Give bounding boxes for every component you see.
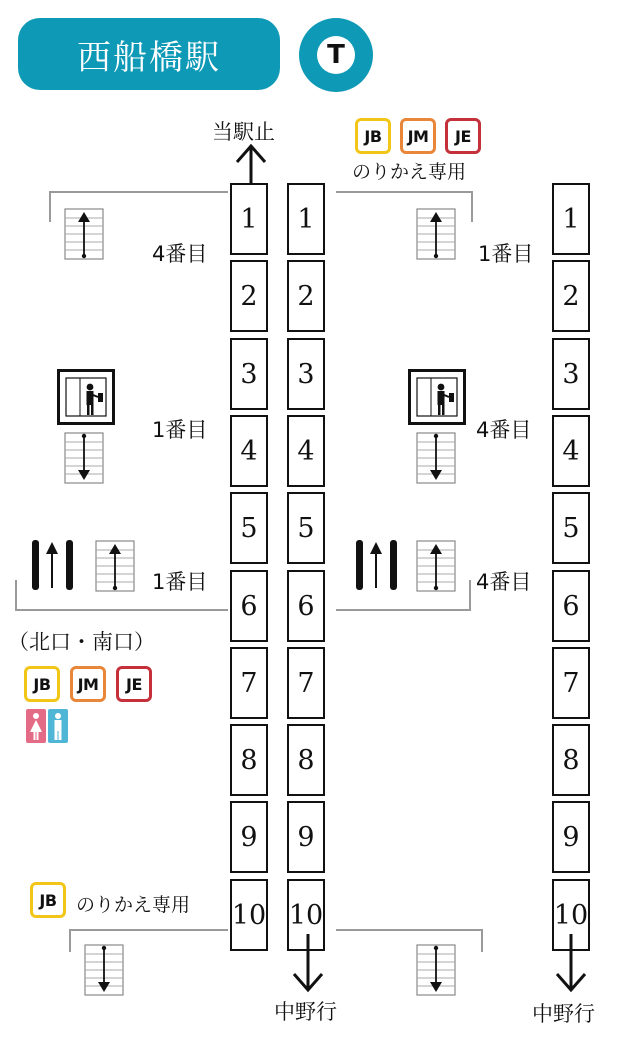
train-car: 3 — [230, 338, 268, 410]
escalator-icon — [30, 538, 76, 592]
car-position-label: 4番目 — [476, 570, 532, 594]
line-badge-jm: JM — [400, 118, 436, 154]
line-badge-jm: JM — [70, 666, 106, 702]
train-car: 2 — [552, 260, 590, 332]
car-position-label: 1番目 — [152, 570, 208, 594]
car-position-label: 4番目 — [152, 242, 208, 266]
train-car: 4 — [230, 415, 268, 487]
car-position-label: 1番目 — [152, 418, 208, 442]
train-car: 2 — [230, 260, 268, 332]
train-car: 5 — [287, 492, 325, 564]
train-car: 10 — [230, 879, 268, 951]
stairs-down-icon — [84, 944, 124, 996]
train-car: 10 — [552, 879, 590, 951]
line-badge-jb: JB — [355, 118, 391, 154]
train-car: 8 — [552, 724, 590, 796]
elevator-icon — [57, 369, 115, 425]
train-car: 4 — [287, 415, 325, 487]
train-car: 7 — [287, 647, 325, 719]
train-car: 1 — [552, 183, 590, 255]
stairs-up-icon — [416, 540, 456, 592]
restroom-icon — [26, 709, 72, 745]
transfer-only-label-bottom: のりかえ専用 — [76, 894, 191, 916]
train-car: 5 — [552, 492, 590, 564]
train-car: 2 — [287, 260, 325, 332]
stairs-up-icon — [95, 540, 135, 592]
train-car: 8 — [230, 724, 268, 796]
arrow-down-icon — [551, 934, 591, 996]
train-car: 5 — [230, 492, 268, 564]
escalator-icon — [354, 538, 400, 592]
train-car: 7 — [230, 647, 268, 719]
station-name: 西船橋駅 — [18, 18, 280, 90]
stairs-down-icon — [64, 432, 104, 484]
line-badge-je: JE — [445, 118, 481, 154]
train-car: 3 — [552, 338, 590, 410]
train-car: 8 — [287, 724, 325, 796]
stairs-up-icon — [64, 208, 104, 260]
car-position-label: 1番目 — [478, 242, 534, 266]
train-car: 6 — [552, 570, 590, 642]
train-car: 10 — [287, 879, 325, 951]
elevator-icon — [408, 369, 466, 425]
train-car: 7 — [552, 647, 590, 719]
train-car: 1 — [230, 183, 268, 255]
train-car: 1 — [287, 183, 325, 255]
stairs-down-icon — [416, 944, 456, 996]
arrow-down-icon — [288, 934, 328, 996]
car-position-label: 4番目 — [476, 418, 532, 442]
stairs-down-icon — [416, 432, 456, 484]
train-car: 9 — [287, 801, 325, 873]
line-badge-jb: JB — [30, 882, 66, 918]
destination-label: 中野行 — [274, 1000, 337, 1024]
train-car: 4 — [552, 415, 590, 487]
transfer-only-label-top: のりかえ専用 — [352, 161, 467, 183]
exits-label: （北口・南口） — [8, 630, 155, 654]
stairs-up-icon — [416, 208, 456, 260]
line-letter: T — [317, 36, 355, 74]
train-car: 3 — [287, 338, 325, 410]
line-badge-je: JE — [116, 666, 152, 702]
terminus-label: 当駅止 — [212, 120, 275, 144]
destination-label: 中野行 — [532, 1002, 595, 1026]
train-car: 9 — [552, 801, 590, 873]
line-badge-jb: JB — [24, 666, 60, 702]
train-car: 9 — [230, 801, 268, 873]
train-car: 6 — [287, 570, 325, 642]
train-car: 6 — [230, 570, 268, 642]
